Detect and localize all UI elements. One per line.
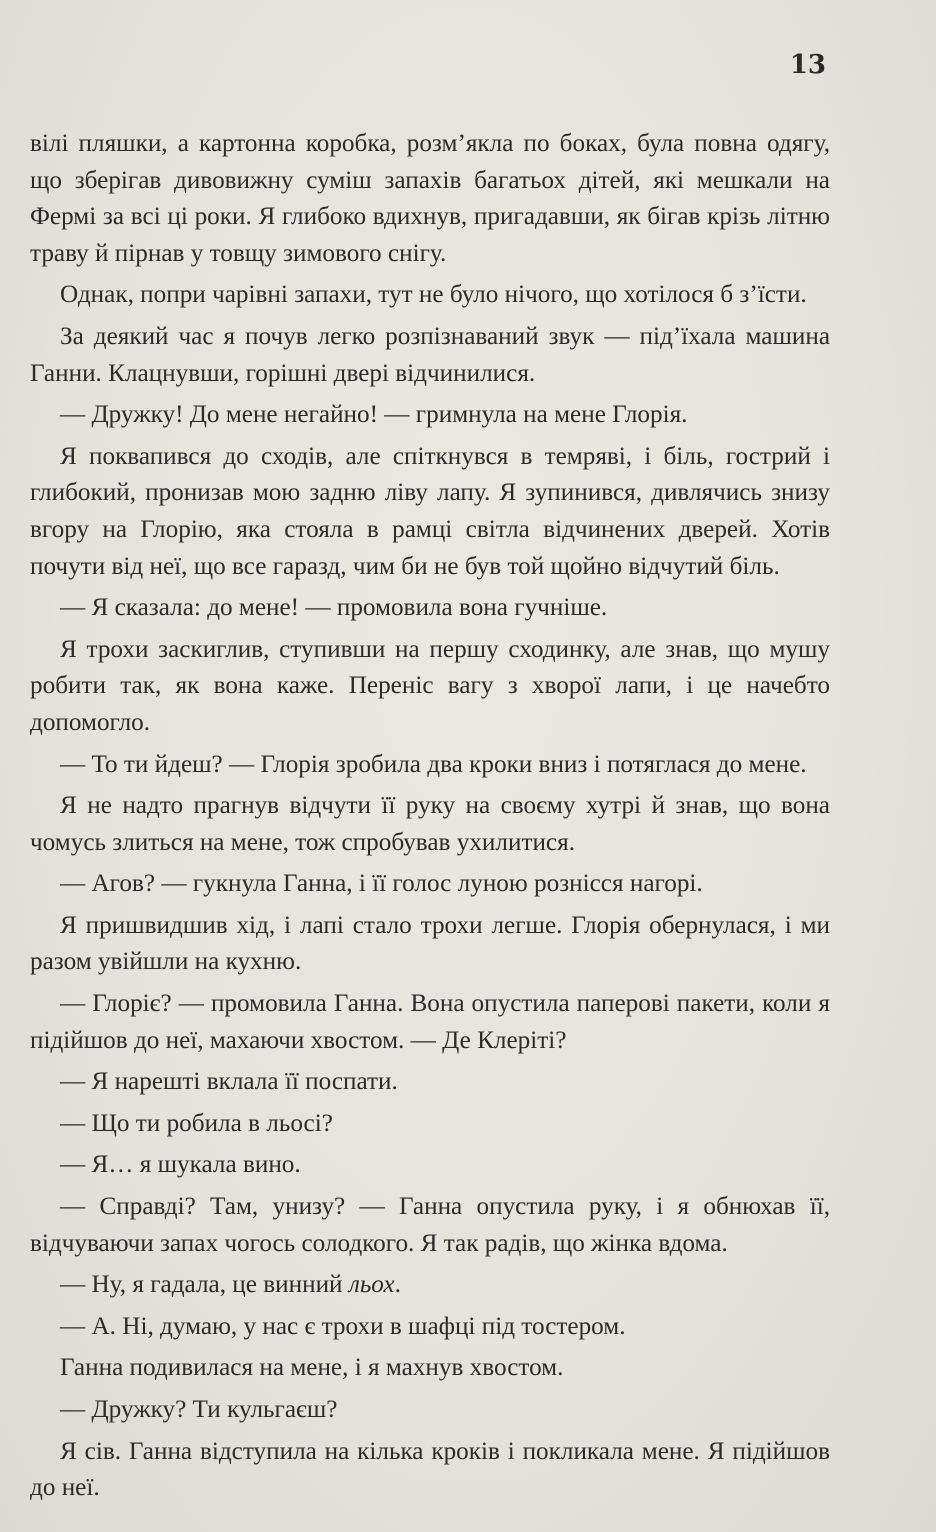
italic-line-after: . — [394, 1271, 401, 1299]
paragraph: — А. Ні, думаю, у нас є трохи в шафці під тостером. — [60, 1312, 626, 1340]
paragraph: — Дружку! До мене негайно! — гримнула на мене Глорія. — [60, 401, 688, 429]
paragraph: — Агов? — гукнула Ганна, і її голос луною рознісся нагорі. — [60, 870, 703, 898]
body-text — [30, 126, 830, 1512]
paragraph: Я пришвидшив хід, і лапі стало трохи легше. Глорія обернулася, і ми разом увійшли на кухню. — [30, 911, 830, 976]
page-number: 13 — [789, 50, 826, 80]
paragraph: Я не надто прагнув відчути її руку на своєму хутрі й знав, що вона чомусь злиться на мене, тож спробував ухилитися. — [30, 792, 830, 856]
italic-line-before: — Ну, я гадала, це винний — [60, 1271, 349, 1299]
paragraph: — Дружку? Ти кульгаєш? — [60, 1396, 338, 1423]
paragraph: — Що ти робила в льосі? — [60, 1109, 333, 1137]
paragraph: Я поквапився до сходів, але спіткнувся в темряві, і біль, гострий і глибокий, пронизав мою задню ліву лапу. Я зупинився, дивлячись знизу вгору на Глорію, яка стояла в рамці світла відчинених дверей. Хотів почути від неї, що все гаразд, чим би не був той щойно відчутий біль. — [30, 442, 830, 580]
paragraph: — Я сказала: до мене! — промовила вона гучніше. — [60, 594, 608, 622]
italic-word: льох — [348, 1271, 395, 1299]
paragraph: — Я… я шукала вино. — [60, 1151, 301, 1179]
paragraph: вілі пляшки, а картонна коробка, розм’якла по боках, була повна одягу, що зберігав дивовижну суміш запахів багатьох дітей, які мешкали на Фермі за всі ці роки. Я глибоко вдихнув, пригадавши, як бігав крізь літню траву й пірнав у товщу зимового снігу. — [30, 130, 830, 267]
paragraph: Однак, попри чарівні запахи, тут не було нічого, що хотілося б з’їсти. — [60, 281, 807, 309]
paragraph: За деякий час я почув легко розпізнаваний звук — під’їхала машина Ганни. Клацнувши, горішні двері відчинилися. — [30, 322, 830, 387]
paragraph: — Я нарешті вклала її поспати. — [60, 1068, 398, 1096]
paragraph-with-italic — [30, 1267, 830, 1304]
paragraph: Ганна подивилася на мене, і я махнув хвостом. — [60, 1354, 564, 1382]
paragraph: Я трохи заскиглив, ступивши на першу сходинку, але знав, що мушу робити так, як вона каже. Переніс вагу з хворої лапи, і це начебто допомогло. — [30, 635, 830, 736]
paragraph: — То ти йдеш? — Глорія зробила два кроки вниз і потяглася до мене. — [60, 750, 807, 778]
paragraph: Я сів. Ганна відступила на кілька кроків і покликала мене. Я підійшов до неї. — [30, 1437, 830, 1502]
paragraph: — Справді? Там, унизу? — Ганна опустила руку, і я обнюхав її, відчуваючи запах чогось солодкого. Я так радів, що жінка вдома. — [30, 1193, 830, 1257]
paragraph: — Глоріє? — промовила Ганна. Вона опустила паперові пакети, коли я підійшов до неї, махаючи хвостом. — Де Клеріті? — [30, 990, 830, 1054]
